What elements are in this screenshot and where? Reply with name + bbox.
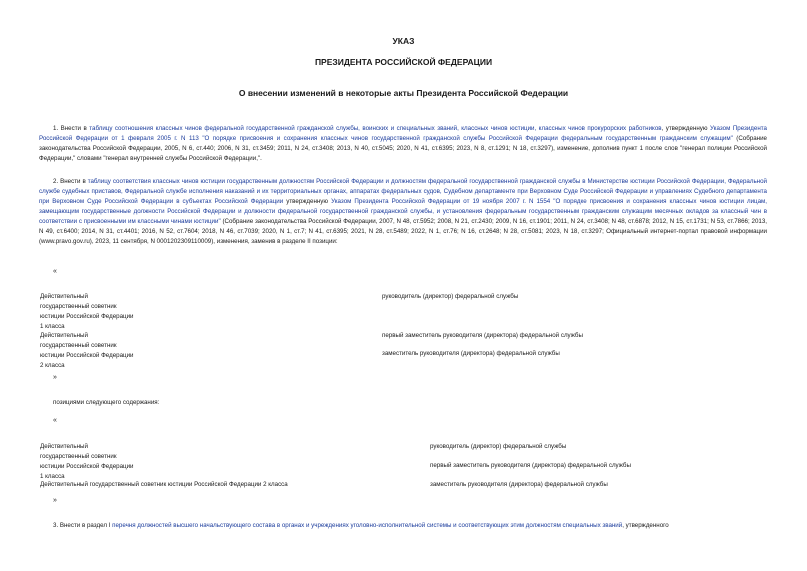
t2-r1-left-1: Действительный: [40, 443, 88, 450]
paragraph-1: [39, 124, 767, 164]
t2-r1-right-1: руководитель (директор) федеральной службы: [430, 443, 567, 450]
quote-open-2: «: [53, 417, 57, 424]
quote-close-2: »: [53, 497, 57, 504]
t1-r2-left-2: государственный советник: [40, 342, 117, 349]
decree-issuer: ПРЕЗИДЕНТА РОССИЙСКОЙ ФЕДЕРАЦИИ: [314, 57, 493, 67]
quote-close-1: »: [53, 374, 57, 381]
t1-r1-right: руководитель (директор) федеральной службы: [382, 293, 519, 300]
p2-link-table[interactable]: таблицу соответствия классных чинов юстиции государственным должностям Российской Федерации и должностям федеральной государственной гражданской службы в Министерстве юстиции Российской Федерации, Федеральной службе судебных приставов, Федеральной службе исполнения наказаний и их территориальных органах, аппаратах федеральных судов, Судебном департаменте при Верховном Суде Российской Федерации и управлениях Судебного департамента при Верховном Суде Российской Федерации в субъектах Российской Федерации: [39, 178, 767, 205]
p2-text-a: 2. Внести в: [53, 178, 88, 185]
t2-r2-left: Действительный государственный советник юстиции Российской Федерации 2 класса: [40, 481, 288, 488]
t1-r2-left-3: юстиции Российской Федерации: [40, 352, 134, 359]
quote-open-1: «: [53, 268, 57, 275]
t1-r2-right-1: первый заместитель руководителя (директора) федеральной службы: [382, 332, 583, 339]
p1-text-c: , утвержденную: [661, 125, 711, 132]
t1-r1-left-3: юстиции Российской Федерации: [40, 313, 134, 320]
p3-text-c: , утвержденного: [622, 522, 669, 529]
t1-r1-left-4: 1 класса: [40, 323, 65, 330]
decree-title: О внесении изменений в некоторые акты Президента Российской Федерации: [238, 88, 569, 98]
t2-r2-right: заместитель руководителя (директора) федеральной службы: [430, 481, 608, 488]
t1-r2-left-1: Действительный: [40, 332, 88, 339]
p1-text-a: 1. Внести в: [53, 125, 90, 132]
p3-link-list[interactable]: перечня должностей высшего начальствующего состава в органах и учреждениях уголовно-исполнительной системы и соответствующих этим должностям специальных званий: [112, 522, 623, 529]
p2-link-decree[interactable]: Указом Президента Российской Федерации от 19 ноября 2007 г. N 1554 "О порядке присвоения и сохранения классных чинов юстиции лицам, замещающим государственные должности Российской Федерации и должности федеральной государственной гражданской службы, и установления федеральным государственным гражданским служащим месячных окладов за классный чин в соответствии с присвоенными им классными чинами юстиции": [39, 198, 767, 225]
p3-text-a: 3. Внести в раздел I: [53, 522, 113, 529]
t1-r1-left-2: государственный советник: [40, 303, 117, 310]
replacement-intro: позициями следующего содержания:: [53, 399, 160, 406]
t1-r2-left-4: 2 класса: [40, 362, 65, 369]
p1-link-decree[interactable]: Указом Президента Российской Федерации от 1 февраля 2005 г. N 113 "О порядке присвоения и сохранения классных чинов государственной гражданской службы Российской Федерации федеральным государственным гражданским служащим": [39, 125, 767, 142]
p1-link-table[interactable]: таблицу соотношения классных чинов федеральной государственной гражданской службы, воинских и специальных званий, классных чинов юстиции, классных чинов прокурорских работников: [89, 125, 662, 132]
t1-r1-left-1: Действительный: [40, 293, 88, 300]
t2-r1-left-4: 1 класса: [40, 473, 65, 480]
p2-text-e: (Собрание законодательства Российской Федерации, 2007, N 48, ст.5952; 2008, N 21, ст.2430; 2009, N 16, ст.1901; 2011, N 24, ст.3408; N 48, ст.6878; 2012, N 15, ст.1731; N 53, ст.7866; 2013, N 49, ст.6400; 2014, N 31, ст.4401; 2016, N 52, ст.7604; 2018, N 46, ст.7039; 2020, N 1, ст.7; N 41, ст.6395; 2021, N 28, ст.5489; 2022, N 1, ст.76; N 16, ст.2648; N 28, ст.5081; 2023, N 18, ст.3297; Официальный интернет-портал правовой информации (www.pravo.gov.ru), 2023, 11 сентября, N 0001202309110009), изменения, заменив в разделе II позиции:: [39, 218, 768, 245]
t2-r1-left-2: государственный советник: [40, 453, 117, 460]
paragraph-3: [39, 521, 767, 533]
t1-r2-right-2: заместитель руководителя (директора) федеральной службы: [382, 350, 560, 357]
paragraph-2: [39, 177, 767, 247]
t2-r1-right-2: первый заместитель руководителя (директора) федеральной службы: [430, 462, 631, 469]
t2-r1-left-3: юстиции Российской Федерации: [40, 463, 134, 470]
p1-text-e: (Собрание законодательства Российской Федерации, 2005, N 6, ст.440; 2006, N 31, ст.3459; 2011, N 24, ст.3408; 2013, N 40, ст.5045; 2020, N 41, ст.6395; 2023, N 8, ст.1291; N 18, ст.3297), изменение, дополнив пункт 1 после слов "генерал полиции Российской Федерации," словами "генерал внутренней службы Российской Федерации,".: [39, 135, 767, 162]
decree-label: УКАЗ: [392, 36, 415, 46]
p2-text-c: утвержденную: [283, 198, 332, 205]
